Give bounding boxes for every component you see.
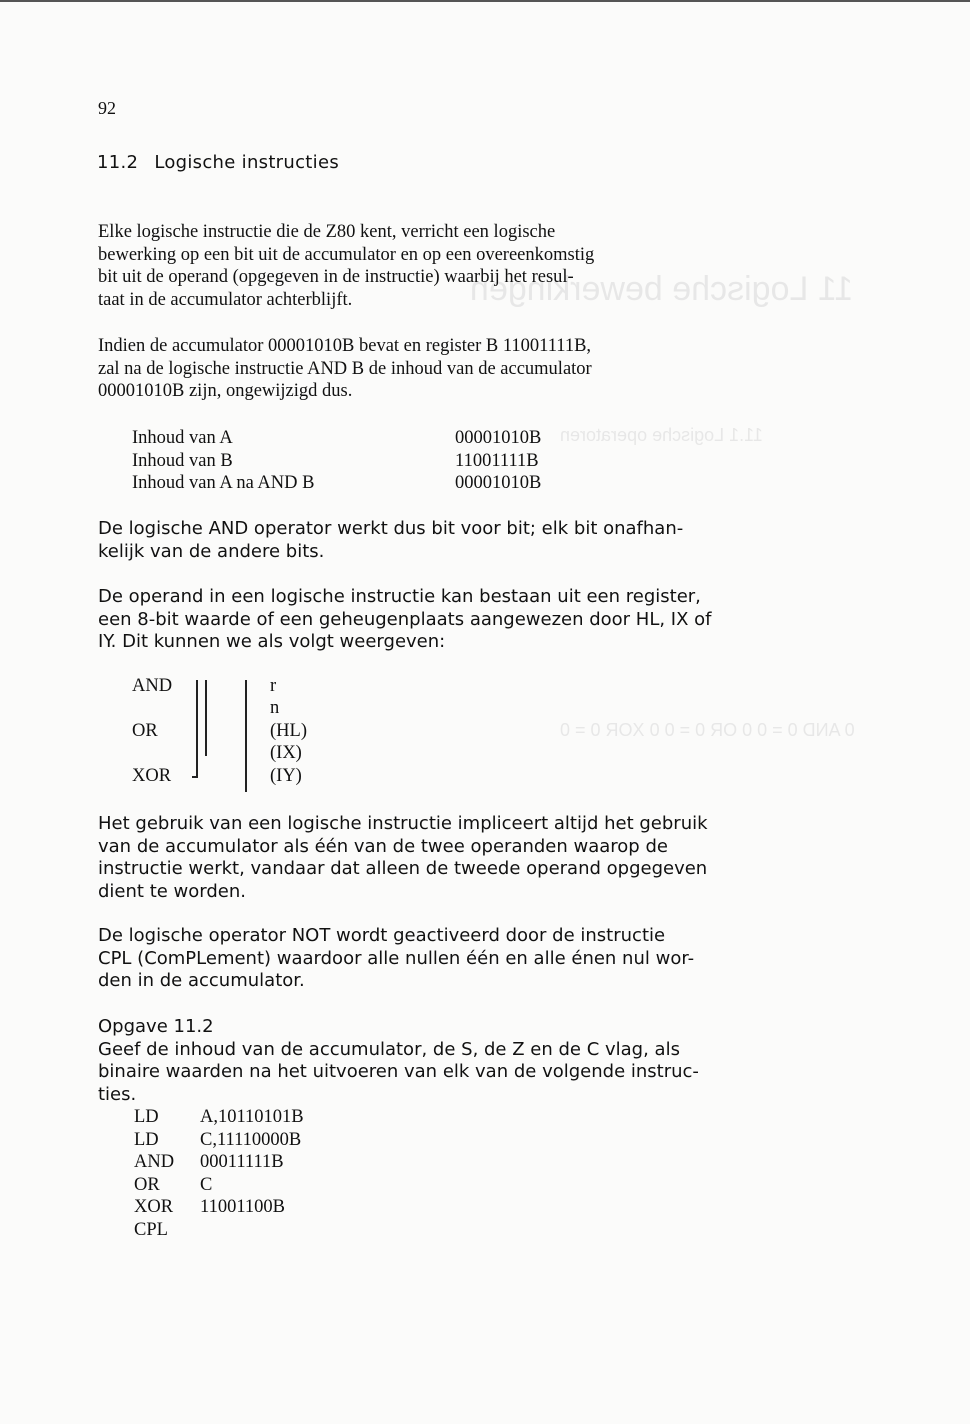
text-line: De logische AND operator werkt dus bit voor bit; elk bit onafhan- — [98, 518, 684, 539]
text-line: bewerking op een bit uit de accumulator en op een overeenkomstig — [98, 244, 595, 265]
code-operand: 11001100B — [200, 1197, 285, 1217]
operand-form: (IY) — [270, 766, 302, 786]
not-paragraph — [98, 925, 694, 993]
code-opcode: CPL — [134, 1219, 168, 1240]
left-bracket — [196, 680, 198, 778]
row-value: 00001010B — [455, 428, 542, 448]
register-table — [132, 427, 732, 495]
text-line: Elke logische instructie die de Z80 kent, verricht een logische — [98, 222, 556, 242]
section-title: Logische instructies — [154, 152, 340, 173]
code-line — [134, 1219, 534, 1242]
code-operand: C — [200, 1174, 213, 1195]
text-line: 00001010B zijn, ongewijzigd dus. — [98, 381, 353, 401]
operator-operand-diagram — [132, 676, 432, 796]
page-number: 92 — [98, 98, 116, 118]
row-label: Inhoud van B — [132, 450, 233, 471]
show-through-text: 0 AND 0 = 0 0 OR 0 = 0 0 XOR 0 = 0 — [560, 720, 855, 740]
usage-paragraph — [98, 813, 708, 903]
page-top-edge — [0, 0, 970, 2]
code-opcode: LD — [134, 1107, 159, 1127]
text-line: Geef de inhoud van de accumulator, de S, de Z en de C vlag, als — [98, 1038, 680, 1060]
text-line: bit uit de operand (opgegeven in de instructie) waarbij het resul- — [98, 267, 574, 287]
code-line — [134, 1151, 534, 1174]
code-operand: C,11110000B — [200, 1129, 302, 1150]
text-line: taat in de accumulator achterblijft. — [98, 289, 353, 310]
middle-bracket — [205, 680, 207, 756]
code-opcode: LD — [134, 1129, 159, 1150]
text-line: De operand in een logische instructie kan bestaan uit een register, — [98, 586, 701, 607]
code-opcode: AND — [134, 1152, 175, 1172]
text-line: binaire waarden na het uitvoeren van elk van de volgende instruc- — [98, 1061, 699, 1082]
code-opcode: OR — [134, 1174, 160, 1195]
code-line — [134, 1129, 534, 1152]
text-line: een 8-bit waarde of een geheugenplaats aangewezen door HL, IX of — [98, 608, 712, 630]
text-line: zal na de logische instructie AND B de inhoud van de accumulator — [98, 358, 592, 379]
left-bracket-foot — [192, 776, 198, 778]
exercise-title: Opgave 11.2 — [98, 1016, 214, 1037]
text-line: Het gebruik van een logische instructie impliceert altijd het gebruik — [98, 813, 708, 834]
table-row — [132, 427, 732, 450]
text-line: De logische operator NOT wordt geactiveerd door de instructie — [98, 925, 666, 946]
code-operand: 00011111B — [200, 1152, 284, 1172]
text-line: IY. Dit kunnen we als volgt weergeven: — [98, 631, 446, 652]
operator-label: OR — [132, 721, 158, 741]
operator-label: AND — [132, 676, 173, 696]
code-line — [134, 1174, 534, 1197]
text-line: Indien de accumulator 00001010B bevat en register B 11001111B, — [98, 336, 592, 356]
operand-form: r — [270, 676, 277, 696]
row-label: Inhoud van A — [132, 428, 233, 448]
exercise-block — [98, 1016, 699, 1106]
operand-form: (HL) — [270, 721, 307, 741]
text-line: instructie werkt, vandaar dat alleen de tweede operand opgegeven — [98, 858, 708, 879]
text-line: dient te worden. — [98, 880, 246, 902]
operator-label: XOR — [132, 766, 172, 786]
row-value: 11001111B — [455, 450, 539, 471]
row-label: Inhoud van A na AND B — [132, 473, 315, 493]
show-through-text: 11 Logische bewerkingen — [470, 270, 854, 308]
operand-form: (IX) — [270, 743, 302, 763]
code-operand: A,10110101B — [200, 1107, 304, 1127]
operand-form: n — [270, 698, 280, 718]
row-value: 00001010B — [455, 473, 542, 493]
exercise-code — [134, 1106, 534, 1241]
code-line — [134, 1196, 534, 1219]
text-line: ties. — [98, 1083, 137, 1105]
text-line: den in de accumulator. — [98, 970, 305, 991]
operand-paragraph — [98, 586, 712, 654]
right-bracket — [245, 680, 247, 792]
section-number: 11.2 — [97, 152, 139, 173]
code-line — [134, 1106, 534, 1129]
intro-paragraph — [98, 221, 594, 311]
table-row — [132, 472, 732, 495]
text-line: van de accumulator als één van de twee operanden waarop de — [98, 835, 668, 857]
text-line: CPL (ComPLement) waardoor alle nullen één en alle énen nul wor- — [98, 947, 695, 969]
section-heading — [97, 152, 339, 173]
code-opcode: XOR — [134, 1197, 174, 1217]
table-row — [132, 450, 732, 473]
bitwise-paragraph — [98, 518, 683, 563]
show-through-text: 11.1 Logische operatoren — [560, 425, 763, 445]
example-paragraph — [98, 335, 592, 403]
text-line: kelijk van de andere bits. — [98, 540, 325, 562]
